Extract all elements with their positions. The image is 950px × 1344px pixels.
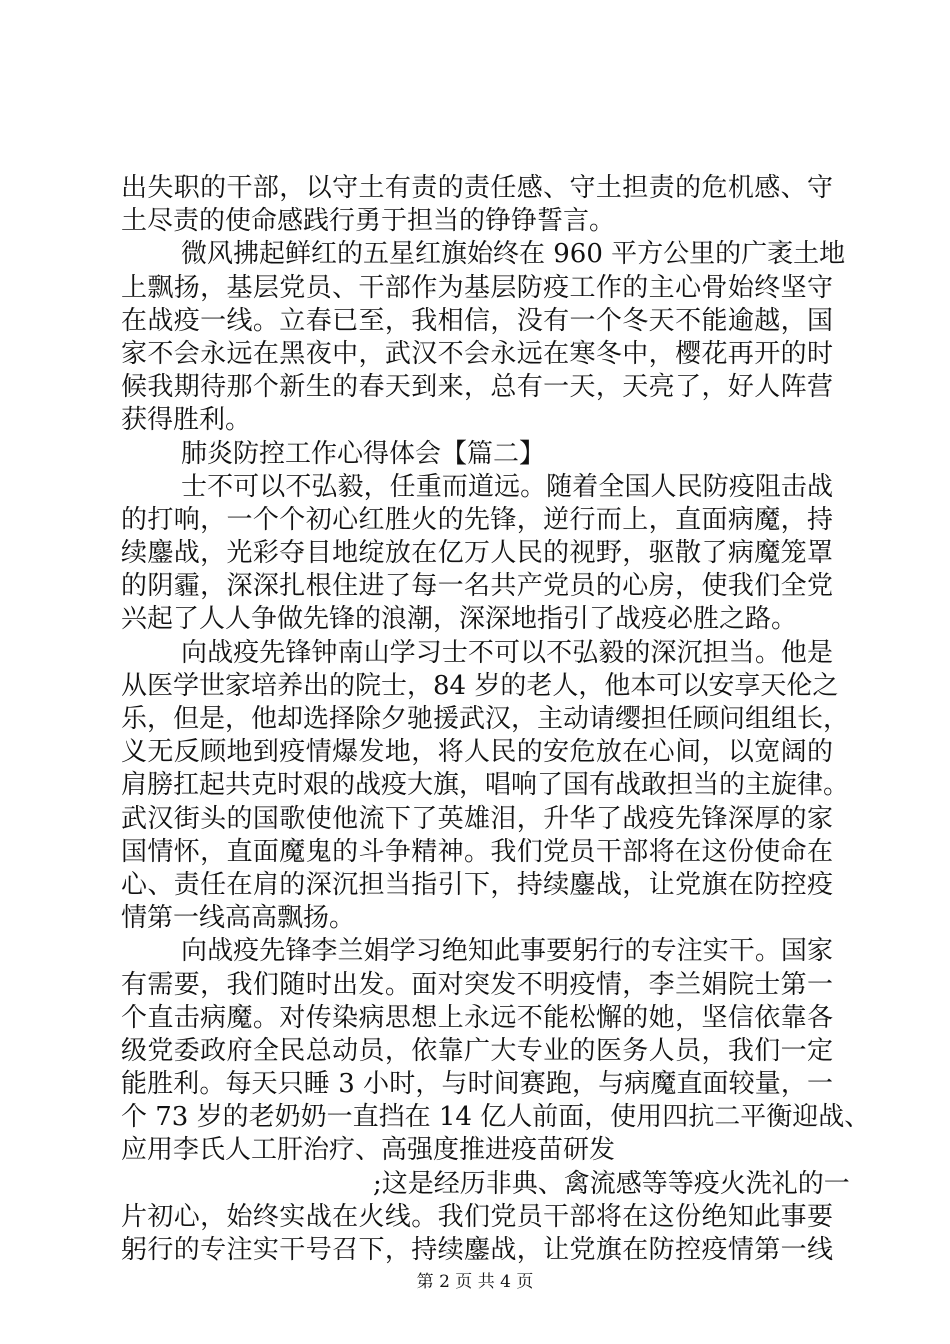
page-footer: 第 2 页 共 4 页 <box>416 1272 534 1292</box>
text-line: 微风拂起鲜红的五星红旗始终在 960 平方公里的广袤土地 <box>181 239 846 270</box>
text-line: 土尽责的使命感践行勇于担当的铮铮誓言。 <box>121 206 616 237</box>
text-line: 个 73 岁的老奶奶一直挡在 14 亿人前面，使用四抗二平衡迎战、 <box>121 1102 871 1133</box>
text-line: 乐，但是，他却选择除夕驰援武汉，主动请缨担任顾问组组长， <box>121 704 850 734</box>
text-line: 出失职的干部，以守土有责的责任感、守土担责的危机感、守 <box>121 173 833 203</box>
text-line: 候我期待那个新生的春天到来，总有一天，天亮了，好人阵营 <box>121 372 833 403</box>
text-line: 向战疫先锋李兰娟学习绝知此事要躬行的专注实干。国家 <box>181 936 833 967</box>
text-line: 家不会永远在黑夜中，武汉不会永远在寒冬中，樱花再开的时 <box>121 338 833 369</box>
text-line: 心、责任在肩的深沉担当指引下，持续鏖战，让党旗在防控疫 <box>121 869 833 900</box>
text-line: 上飘扬，基层党员、干部作为基层防疫工作的主心骨始终坚守 <box>121 272 833 303</box>
text-line: 在战疫一线。立春已至，我相信，没有一个冬天不能逾越，国 <box>121 305 833 336</box>
text-line: 从医学世家培养出的院士，84 岁的老人，他本可以安享天伦之 <box>121 670 839 701</box>
body-text <box>121 172 871 1267</box>
text-line: 肺炎防控工作心得体会【篇二】 <box>181 438 546 469</box>
text-line: 能胜利。每天只睡 3 小时，与时间赛跑，与病魔直面较量，一 <box>121 1069 833 1100</box>
text-line: 向战疫先锋钟南山学习士不可以不弘毅的深沉担当。他是 <box>181 637 833 668</box>
text-line: 个直击病魔。对传染病思想上永远不能松懈的她，坚信依靠各 <box>121 1002 833 1033</box>
text-line: 有需要，我们随时出发。面对突发不明疫情，李兰娟院士第一 <box>121 969 833 1000</box>
text-line: 士不可以不弘毅，任重而道远。随着全国人民防疫阻击战 <box>181 471 833 502</box>
text-line: 武汉街头的国歌使他流下了英雄泪，升华了战疫先锋深厚的家 <box>121 803 833 834</box>
text-line: 兴起了人人争做先锋的浪潮，深深地指引了战疫必胜之路。 <box>121 604 798 635</box>
text-line: 情第一线高高飘扬。 <box>121 903 356 934</box>
text-line: 肩膀扛起共克时艰的战疫大旗，唱响了国有战敢担当的主旋律。 <box>121 770 850 801</box>
text-line: 获得胜利。 <box>121 405 252 436</box>
text-line: 的打响，一个个初心红胜火的先锋，逆行而上，直面病魔，持 <box>121 504 833 535</box>
text-line: 级党委政府全民总动员，依靠广大专业的医务人员，我们一定 <box>121 1035 833 1066</box>
text-line: 躬行的专注实干号召下，持续鏖战，让党旗在防控疫情第一线 <box>121 1235 833 1265</box>
text-line: 片初心，始终实战在火线。我们党员干部将在这份绝知此事要 <box>121 1201 833 1232</box>
text-line: 的阴霾，深深扎根住进了每一名共产党员的心房，使我们全党 <box>121 571 833 602</box>
text-line: 国情怀，直面魔鬼的斗争精神。我们党员干部将在这份使命在 <box>121 836 833 867</box>
text-line: ;这是经历非典、禽流感等等疫火洗礼的一 <box>373 1168 850 1199</box>
text-line: 义无反顾地到疫情爆发地，将人民的安危放在心间，以宽阔的 <box>121 737 833 768</box>
text-line: 应用李氏人工肝治疗、高强度推进疫苗研发 <box>121 1135 616 1166</box>
text-line: 续鏖战，光彩夺目地绽放在亿万人民的视野，驱散了病魔笼罩 <box>121 538 833 569</box>
